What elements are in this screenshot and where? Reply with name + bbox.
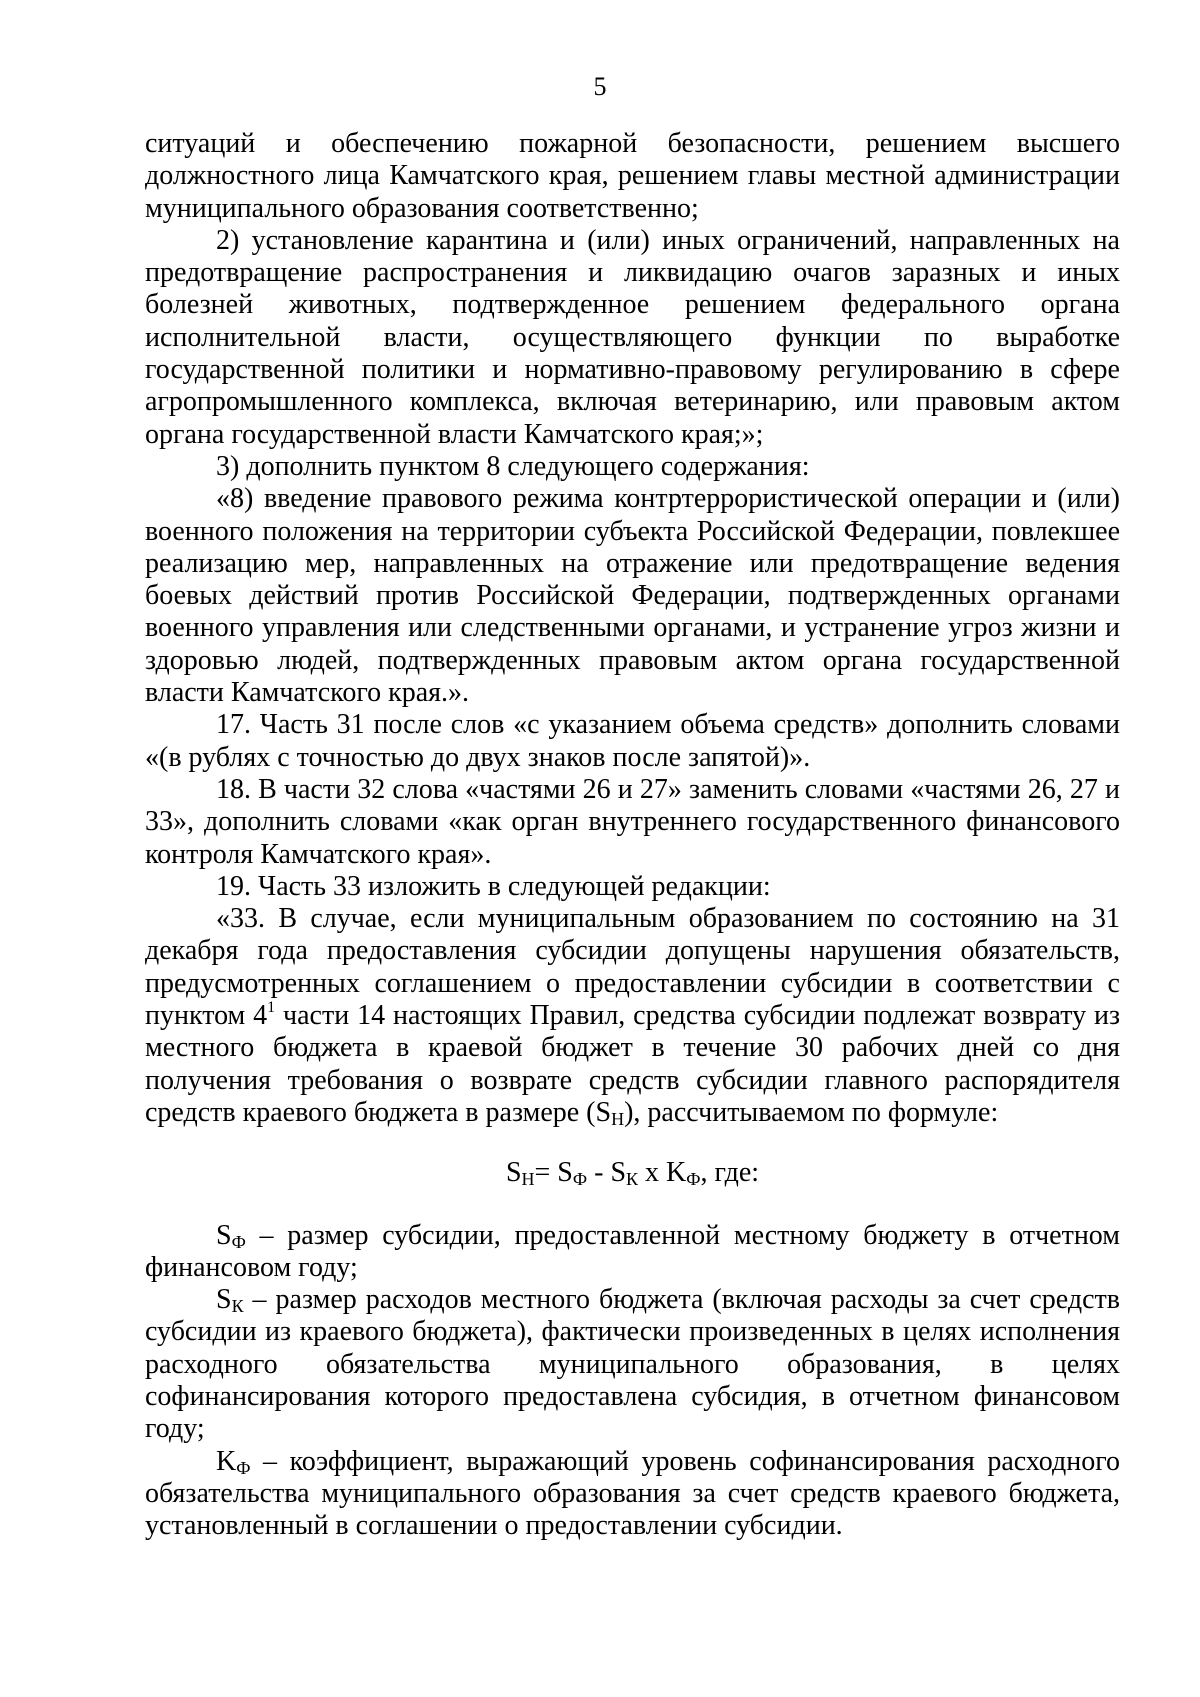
text-run: «33. В случае, если муниципальным образованием по состоянию на 31 декабря года предоставления субсидии допущены нарушения обязательств, предусмотренных соглашением о предоставлении субсидии в соответствии с пунктом 4	[145, 903, 1120, 1032]
text-run: – размер расходов местного бюджета (включая расходы за счет средств субсидии из краевого бюджета), фактически произведенных в целях исполнения расходного обязательства муниципального образования, в целях софинансирования которого предоставлена субсидия, в отчетном финансовом году;	[145, 1284, 1120, 1445]
subscript: Ф	[231, 1231, 246, 1252]
subscript: К	[231, 1296, 244, 1317]
formula-symbol: K	[216, 1445, 237, 1477]
paragraph	[145, 903, 1120, 1129]
text-run: ), рассчитываемом по формуле:	[624, 1096, 999, 1128]
formula-text: = S	[534, 1157, 573, 1189]
text-run: части 14 настоящих Правил, средства субсидии подлежат возврату из местного бюджета в краевой бюджет в течение 30 рабочих дней со дня получения требования о возврате средств субсидии главного распорядителя средств краевого бюджета в размере (S	[145, 1000, 1120, 1128]
paragraph: «8) введение правового режима контртеррористической операции и (или) военного положения на территории субъекта Российской Федерации, повлекшее реализацию мер, направленных на отражение или предотвращение ведения боевых действий против Российской Федерации, подтвержденных органами военного управления или следственными органами, и устранение угроз жизни и здоровью людей, подтвержденных правовым актом органа государственной власти Камчатского края.».	[145, 483, 1120, 709]
formula-symbol: S	[216, 1219, 232, 1251]
subscript: К	[626, 1169, 639, 1190]
paragraph: 2) установление карантина и (или) иных ограничений, направленных на предотвращение распространения и ликвидацию очагов заразных и иных болезней животных, подтвержденное решением федерального органа исполнительной власти, осуществляющего функции по выработке государственной политики и нормативно-правовому регулированию в сфере агропромышленного комплекса, включая ветеринарию, или правовым актом органа государственной власти Камчатского края;»;	[145, 224, 1120, 450]
paragraph: ситуаций и обеспечению пожарной безопасности, решением высшего должностного лица Камчатского края, решением главы местной администрации муниципального образования соответственно;	[145, 128, 1120, 224]
subscript: Ф	[572, 1169, 588, 1190]
paragraph: 18. В части 32 слова «частями 26 и 27» заменить словами «частями 26, 27 и 33», дополнить словами «как орган внутреннего государственного финансового контроля Камчатского края».	[145, 773, 1120, 870]
text-run: – коэффициент, выражающий уровень софинансирования расходного обязательства муниципального образования за счет средств краевого бюджета, установленный в соглашении о предоставлении субсидии.	[145, 1445, 1120, 1542]
definition	[145, 1220, 1120, 1285]
document-body	[145, 128, 1120, 1542]
definition	[145, 1446, 1120, 1543]
formula-text: x K	[638, 1157, 687, 1189]
subscript: Ф	[686, 1169, 701, 1190]
paragraph: 17. Часть 31 после слов «с указанием объема средств» дополнить словами «(в рублях с точностью до двух знаков после запятой)».	[145, 709, 1120, 773]
formula-symbol: S	[216, 1284, 232, 1316]
text-run: – размер субсидии, предоставленной местному бюджету в отчетном финансовом году;	[145, 1219, 1120, 1283]
definition	[145, 1284, 1120, 1445]
page-number: 5	[593, 72, 607, 101]
paragraph: 19. Часть 33 изложить в следующей редакции:	[216, 870, 771, 902]
superscript: 1	[267, 999, 276, 1017]
formula-text: - S	[587, 1157, 627, 1189]
formula	[145, 1157, 1120, 1189]
subscript: Н	[611, 1108, 625, 1129]
paragraph: 3) дополнить пунктом 8 следующего содержания:	[216, 450, 810, 482]
subscript: Н	[521, 1169, 535, 1190]
formula-symbol: S	[505, 1157, 522, 1189]
formula-text: , где:	[700, 1157, 760, 1189]
subscript: Ф	[236, 1457, 251, 1478]
